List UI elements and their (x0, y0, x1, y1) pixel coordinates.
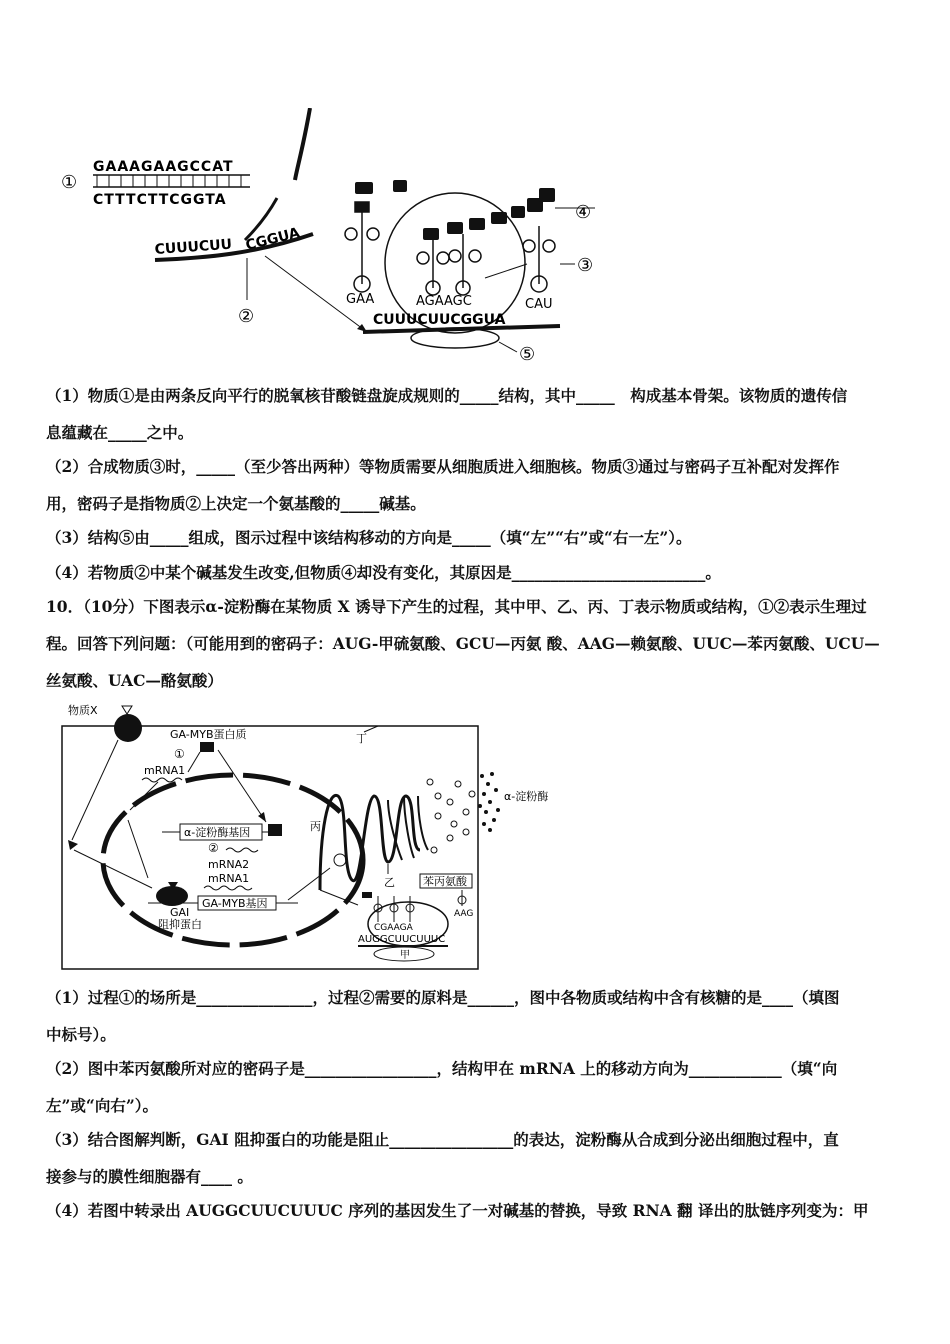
amylase-particles (478, 772, 500, 832)
mrna-left-seq: CUUUCUU (154, 236, 233, 258)
q10-1-line-1: （1）过程①的场所是_______________，过程②需要的原料是______，图中各物质或结构中含有核糖的是____（填图 (46, 988, 840, 1007)
trna-left (345, 202, 379, 292)
cgaaga-label: CGAAGA (374, 923, 413, 933)
ga-myb-protein-label: GA-MYB蛋白质 (170, 728, 247, 741)
q10-2-line-1: （2）图中苯丙氨酸所对应的密码子是_________________，结构甲在 mRNA 上的移动方向为____________（填“向 (46, 1059, 838, 1078)
q4-line: （4）若物质②中某个碱基发生改变,但物质④却没有变化，其原因是_________________________。 (46, 563, 721, 582)
q2-line-2: 用，密码子是指物质②上决定一个氨基酸的_____碱基。 (46, 494, 426, 513)
process-1-label: ① (174, 747, 185, 761)
mrna-bottom-seq: CUUUCUUCGGUA (373, 312, 506, 328)
dna-top-strand: GAAAGAAGCCAT (93, 159, 234, 175)
trna-right (523, 226, 555, 292)
q2-line-1: （2）合成物质③时，_____（至少答出两种）等物质需要从细胞质进入细胞核。物质③通过与密码子互补配对发挥作 (46, 457, 840, 476)
figure-amylase (58, 700, 558, 975)
q10-3-line-1: （3）结合图解判断，GAI 阻抑蛋白的功能是阻止________________的表达，淀粉酶从合成到分泌出细胞过程中，直 (46, 1130, 839, 1149)
anticodon-center: AGAAGC (416, 294, 472, 309)
vesicles (427, 779, 475, 853)
ga-myb-protein-icon (200, 742, 214, 752)
mrna2-label: mRNA2 (208, 858, 250, 871)
label-1: ① (61, 172, 78, 193)
ding-label: 丁 (356, 732, 367, 745)
amylase-gene-label: α-淀粉酶基因 (184, 826, 251, 839)
anticodon-left: GAA (346, 292, 375, 307)
gai-repressor (156, 886, 188, 906)
mrna1-mid-label: mRNA1 (208, 872, 250, 885)
bing-label: 丙 (310, 820, 321, 833)
q10-intro-2: 程。回答下列问题：（可能用到的密码子：AUG-甲硫氨酸、GCU—丙氨 酸、AAG—赖氨酸、UUC—苯丙氨酸、UCU— (46, 634, 880, 653)
q10-3-line-2: 接参与的膜性细胞器有____ 。 (46, 1167, 253, 1186)
label-5: ⑤ (519, 344, 536, 365)
q1-line-2: 息蕴藏在_____之中。 (46, 423, 194, 442)
dna-base-pairs (97, 175, 241, 187)
repressor-label: 阻抑蛋白 (158, 918, 202, 931)
jia-label: 甲 (400, 950, 410, 961)
dna-bottom-strand: CTTTCTTCGGTA (93, 192, 227, 208)
process-2-label: ② (208, 841, 219, 855)
anticodon-right: CAU (525, 297, 553, 312)
gai-label: GAI (170, 906, 190, 919)
label-3: ③ (577, 255, 594, 276)
amylase-label: α-淀粉酶 (504, 790, 549, 803)
q10-intro-3: 丝氨酸、UAC—酪氨酸） (46, 671, 223, 690)
aag-label: AAG (454, 909, 474, 919)
label-4: ④ (575, 202, 592, 223)
phe-label: 苯丙氨酸 (423, 875, 467, 888)
mrna1-top-label: mRNA1 (144, 764, 186, 777)
q1-line-1: （1）物质①是由两条反向平行的脱氧核苷酸链盘旋成规则的_____结构，其中_____ 构成基本骨架。该物质的遗传信 (46, 386, 848, 405)
polypeptide-chain (355, 180, 555, 240)
substance-x-label: 物质X (68, 704, 98, 717)
yi-label: 乙 (384, 876, 395, 889)
figure-translation (55, 108, 615, 370)
mrna-seq-label: AUGGCUUCUUUC (358, 934, 446, 945)
q3-line: （3）结构⑤由_____组成，图示过程中该结构移动的方向是_____（填“左”“右”或“右一左”）。 (46, 528, 692, 547)
q10-2-line-2: 左”或“向右”）。 (46, 1096, 158, 1115)
q10-1-line-2: 中标号）。 (46, 1025, 116, 1044)
trna-center (417, 234, 481, 295)
q10-4-line-1: （4）若图中转录出 AUGGCUUCUUUC 序列的基因发生了一对碱基的替换，导致 RNA 翻 译出的肽链序列变为：甲 (46, 1201, 869, 1220)
label-2: ② (238, 306, 255, 327)
receptor (114, 714, 142, 742)
ga-myb-bound (268, 824, 282, 836)
ga-myb-gene-label: GA-MYB基因 (202, 897, 268, 910)
mrna-right-seq: CGGUA (244, 225, 302, 254)
q10-intro-1: 10．（10分）下图表示α-淀粉酶在某物质 X 诱导下产生的过程，其中甲、乙、丙、丁表示物质或结构，①②表示生理过 (46, 597, 867, 616)
